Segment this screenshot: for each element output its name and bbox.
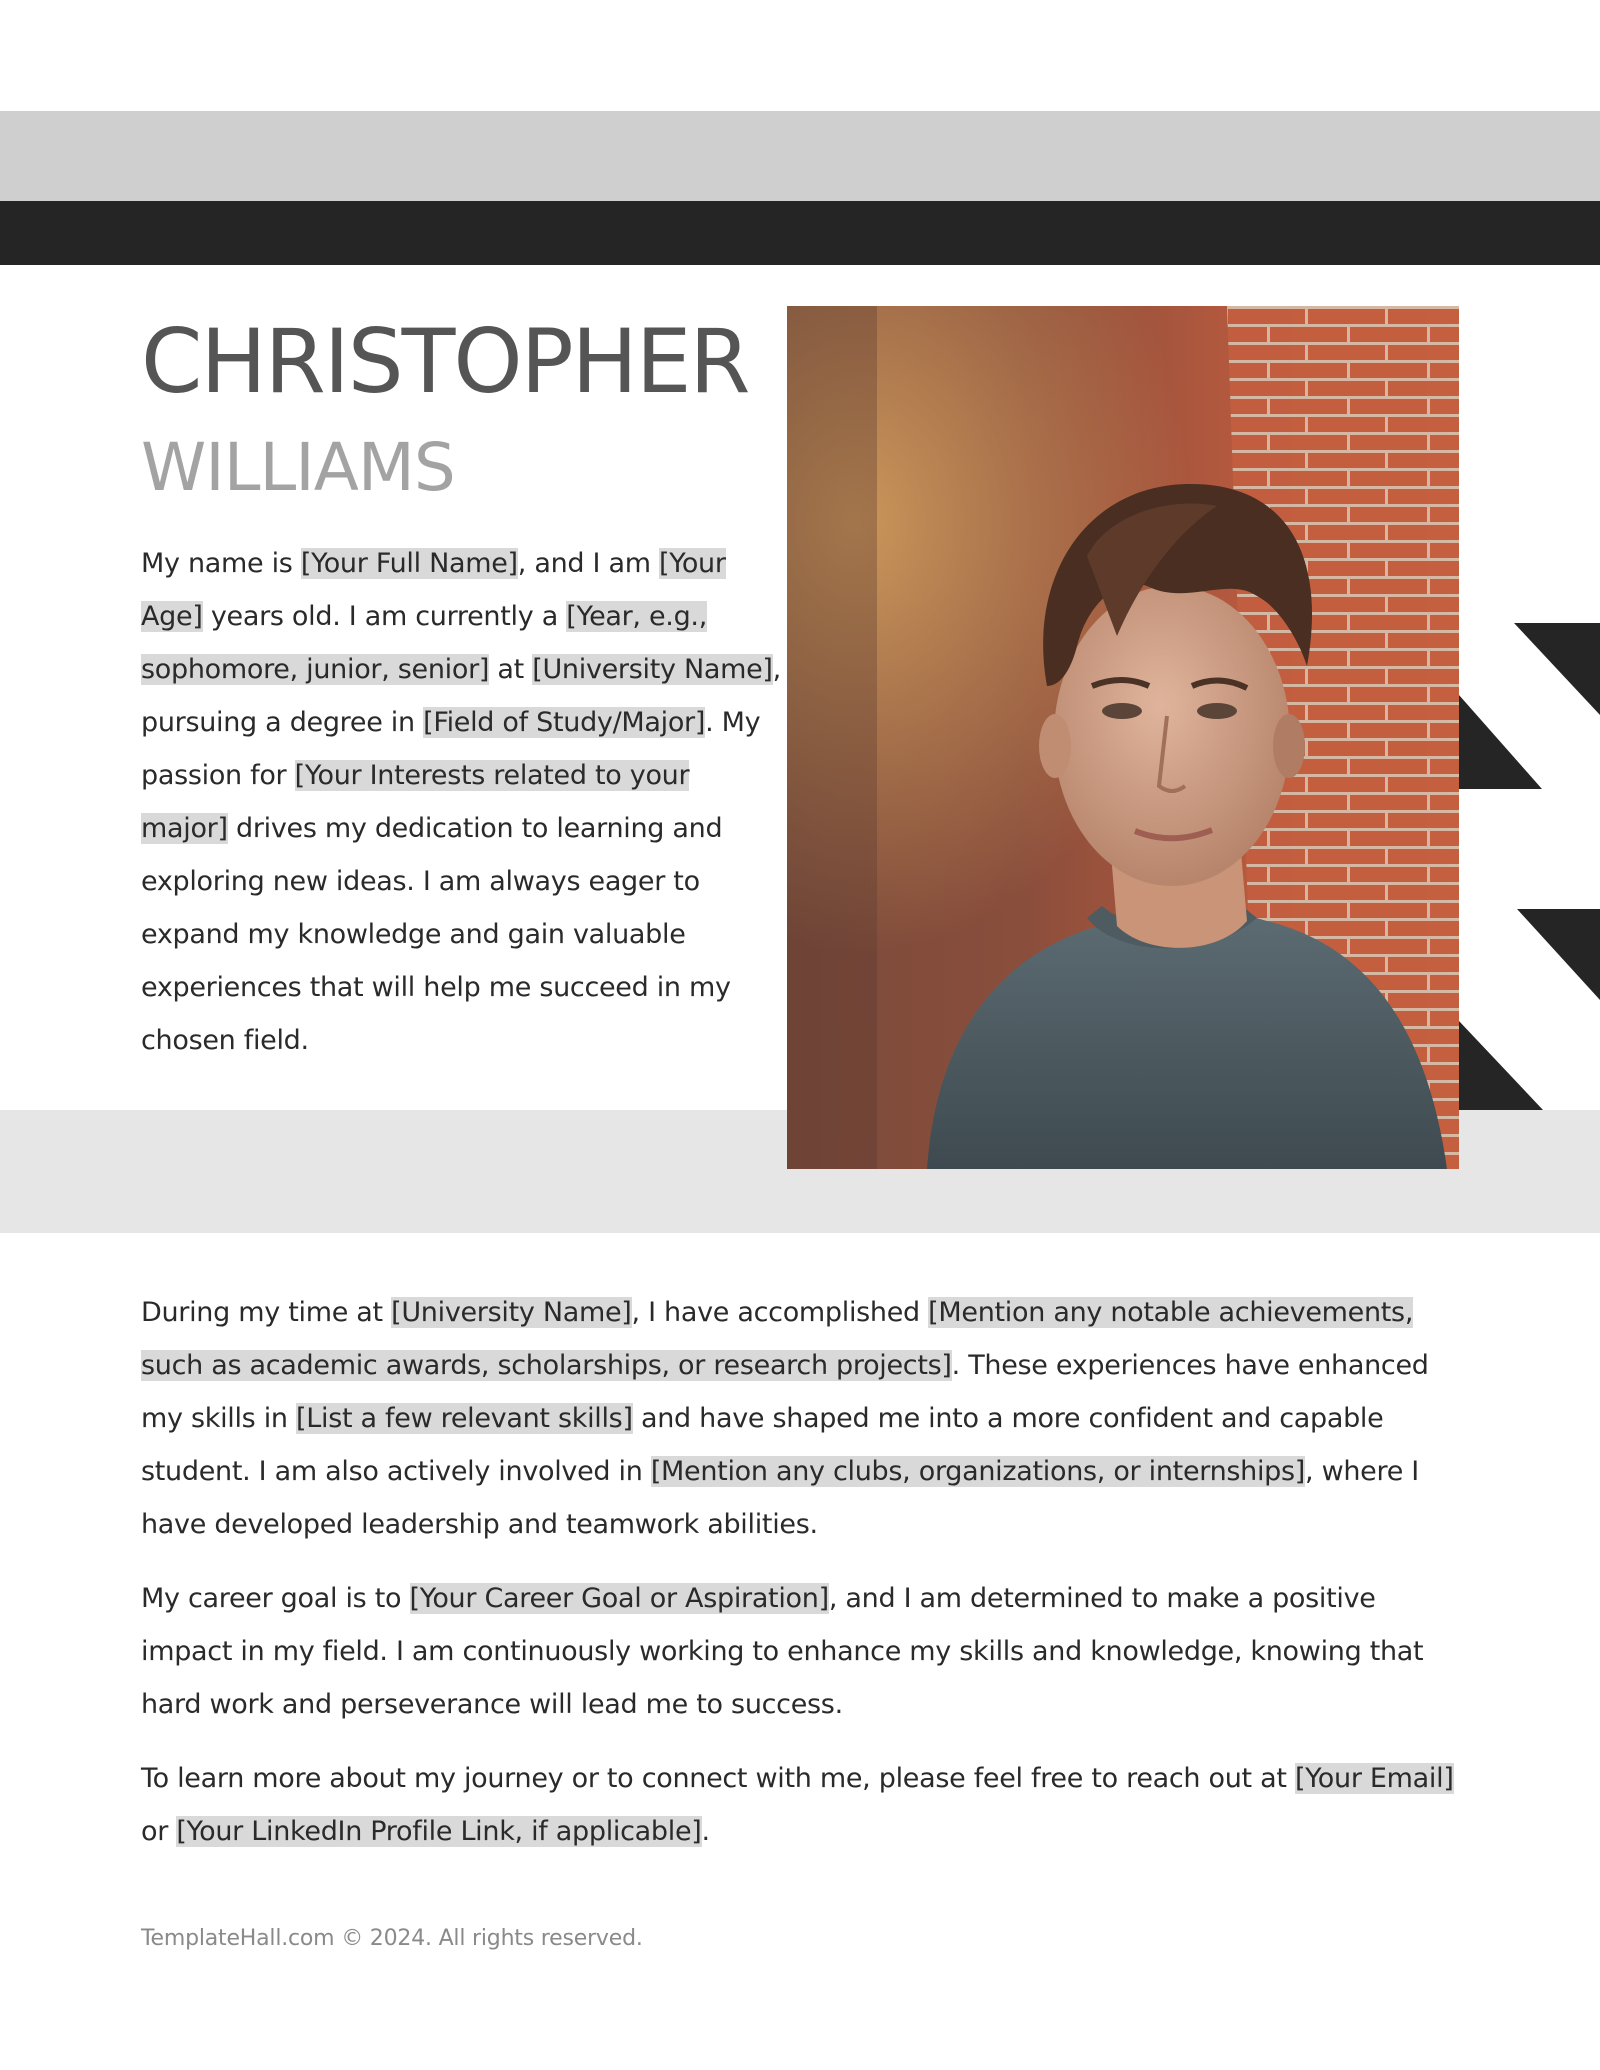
paragraph-text: During my time at [141, 1297, 392, 1328]
placeholder-text: [Your Full Name] [300, 548, 518, 579]
paragraph-text: , pursuing a degree in [141, 654, 781, 738]
paragraph-text: . [701, 1816, 710, 1847]
paragraph-text: , I have accomplished [631, 1297, 929, 1328]
body-text [141, 1286, 1471, 1879]
placeholder-text: [List a few relevant skills] [296, 1403, 633, 1434]
placeholder-text: [Your Age] [141, 548, 726, 632]
paragraph-text: , and I am determined to make a positive impact in my field. I am continuously working to enhance my skills and knowledge, knowing that hard work and perseverance will lead me to success. [141, 1583, 1424, 1720]
decorative-triangles-bottom [1459, 909, 1600, 1110]
paragraph-text: drives my dedication to learning and exploring new ideas. I am always eager to expand my knowledge and gain valuable experiences that will help me succeed in my chosen field. [141, 813, 731, 1056]
profile-photo [787, 306, 1459, 1169]
paragraph-text: , and I am [517, 548, 659, 579]
paragraph-text: My career goal is to [141, 1583, 410, 1614]
body-paragraph [141, 1572, 1471, 1731]
placeholder-text: [Field of Study/Major] [423, 707, 706, 738]
decorative-triangles-top [1459, 623, 1600, 789]
paragraph-text: at [489, 654, 533, 685]
body-paragraph [141, 1286, 1471, 1551]
footer-copyright: TemplateHall.com © 2024. All rights reserved. [141, 1926, 643, 1951]
placeholder-text: [Mention any notable achievements, such as academic awards, scholarships, or research projects] [141, 1297, 1414, 1381]
paragraph-text: years old. I am currently a [202, 601, 567, 632]
first-name-heading: CHRISTOPHER [141, 310, 749, 413]
paragraph-text: , where I have developed leadership and teamwork abilities. [141, 1456, 1419, 1540]
header-band-dark [0, 201, 1600, 265]
header-band-light [0, 111, 1600, 201]
paragraph-text: . These experiences have enhanced my skills in [141, 1350, 1429, 1434]
last-name-heading: WILLIAMS [141, 429, 455, 506]
intro-paragraph [141, 537, 781, 1067]
paragraph-text: and have shaped me into a more confident and capable student. I am also actively involved in [141, 1403, 1384, 1487]
placeholder-text: [University Name] [532, 654, 773, 685]
paragraph-text: To learn more about my journey or to connect with me, please feel free to reach out at [141, 1763, 1295, 1794]
placeholder-text: [Your LinkedIn Profile Link, if applicable] [176, 1816, 702, 1847]
placeholder-text: [Your Career Goal or Aspiration] [409, 1583, 829, 1614]
placeholder-text: [Your Interests related to your major] [141, 760, 690, 844]
paragraph-text: My name is [141, 548, 301, 579]
placeholder-text: [Year, e.g., sophomore, junior, senior] [141, 601, 707, 685]
paragraph-text: . My passion for [141, 707, 761, 791]
placeholder-text: [Mention any clubs, organizations, or internships] [650, 1456, 1306, 1487]
paragraph-text: or [141, 1816, 177, 1847]
placeholder-text: [University Name] [391, 1297, 632, 1328]
body-paragraph [141, 1752, 1471, 1858]
placeholder-text: [Your Email] [1294, 1763, 1454, 1794]
